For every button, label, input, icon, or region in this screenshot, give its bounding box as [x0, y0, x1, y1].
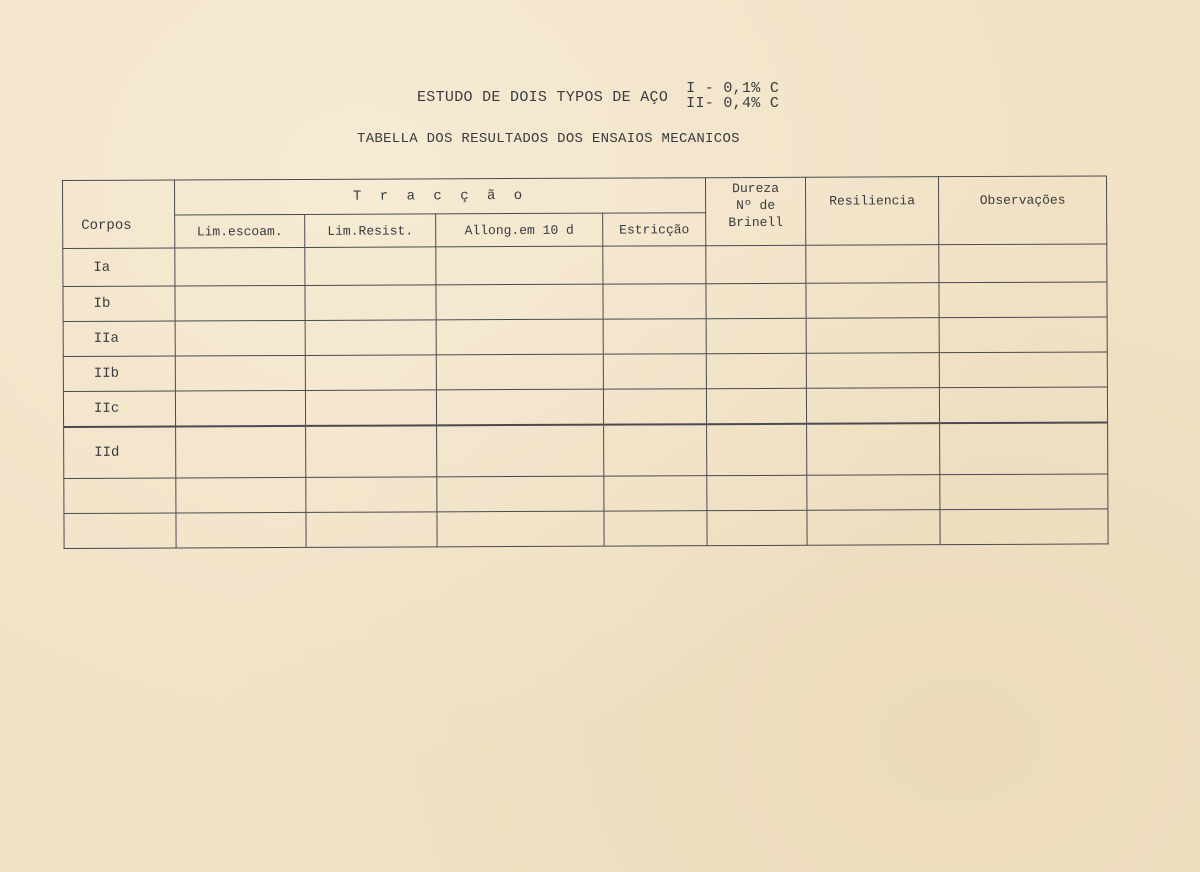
cell	[306, 477, 437, 513]
cell	[604, 476, 707, 511]
cell	[306, 512, 437, 548]
table-row	[63, 282, 1107, 322]
cell	[603, 389, 706, 425]
header-traccao: T r a c ç ã o	[175, 178, 706, 215]
cell	[176, 426, 306, 478]
dureza-line-1: Dureza	[732, 180, 780, 197]
row-label: IIb	[63, 356, 175, 391]
dureza-line-2: Nº de	[736, 197, 776, 214]
cell	[806, 245, 939, 284]
steel-type-i: I - 0,1% C	[686, 80, 780, 97]
cell	[706, 388, 806, 424]
cell	[305, 285, 436, 321]
row-label	[64, 478, 176, 513]
cell	[706, 283, 806, 318]
cell	[176, 477, 306, 513]
cell	[175, 285, 305, 321]
header-estriccao: Estricção	[603, 213, 706, 246]
cell	[940, 422, 1108, 474]
cell	[939, 317, 1107, 353]
cell	[603, 354, 706, 389]
header-row-1	[63, 176, 1107, 216]
cell	[436, 389, 603, 425]
row-label: Ib	[63, 286, 175, 321]
cell	[706, 318, 806, 353]
table-row	[64, 509, 1108, 549]
steel-type-ii: II- 0,4% C	[686, 95, 780, 112]
cell	[706, 245, 806, 283]
cell	[305, 247, 436, 286]
cell	[707, 424, 807, 476]
cell	[706, 353, 806, 388]
cell	[603, 246, 706, 284]
cell	[940, 509, 1108, 545]
table-row	[63, 352, 1107, 392]
cell	[604, 424, 707, 476]
cell	[436, 354, 603, 390]
row-label: Ia	[63, 248, 175, 286]
cell	[175, 247, 305, 286]
steel-types	[686, 81, 779, 111]
cell	[437, 425, 604, 477]
cell	[175, 390, 305, 426]
cell	[939, 387, 1107, 423]
cell	[437, 476, 604, 512]
cell	[939, 352, 1107, 388]
cell	[806, 318, 939, 354]
table-row	[64, 422, 1108, 478]
cell	[436, 284, 603, 320]
cell	[176, 512, 306, 548]
cell	[436, 319, 603, 355]
document-subtitle: TABELLA DOS RESULTADOS DOS ENSAIOS MECANICOS	[357, 131, 740, 147]
table-row	[63, 244, 1107, 287]
row-label: IIa	[63, 321, 175, 356]
cell	[807, 423, 940, 475]
cell	[940, 474, 1108, 510]
cell	[939, 244, 1107, 283]
cell	[603, 319, 706, 354]
title-text: ESTUDO DE DOIS TYPOS DE AÇO	[417, 89, 669, 106]
cell	[436, 246, 603, 285]
cell	[305, 320, 436, 356]
cell	[806, 388, 939, 424]
cell	[707, 475, 807, 510]
document-title	[417, 78, 779, 114]
cell	[306, 425, 437, 477]
header-dureza	[706, 177, 806, 245]
cell	[806, 353, 939, 389]
cell	[305, 355, 436, 391]
header-corpos: Corpos	[63, 180, 175, 248]
cell	[707, 510, 807, 545]
header-allong: Allong.em 10 d	[436, 213, 603, 247]
header-resiliencia: Resiliencia	[806, 177, 939, 246]
dureza-line-3: Brinell	[728, 214, 784, 231]
row-label: IId	[64, 427, 176, 479]
cell	[175, 320, 305, 356]
cell	[807, 475, 940, 511]
cell	[939, 282, 1107, 318]
table-row	[63, 387, 1107, 427]
header-lim-resist: Lim.Resist.	[305, 214, 436, 248]
cell	[604, 511, 707, 546]
cell	[806, 283, 939, 319]
cell	[175, 355, 305, 391]
cell	[437, 511, 604, 547]
results-table	[62, 175, 1109, 549]
header-lim-escoam: Lim.escoam.	[175, 214, 305, 248]
header-observacoes: Observações	[939, 176, 1107, 245]
table-row	[63, 317, 1107, 357]
table-row	[64, 474, 1108, 514]
cell	[305, 390, 436, 426]
row-label: IIc	[63, 391, 175, 427]
cell	[807, 510, 940, 546]
cell	[603, 284, 706, 319]
row-label	[64, 513, 176, 548]
